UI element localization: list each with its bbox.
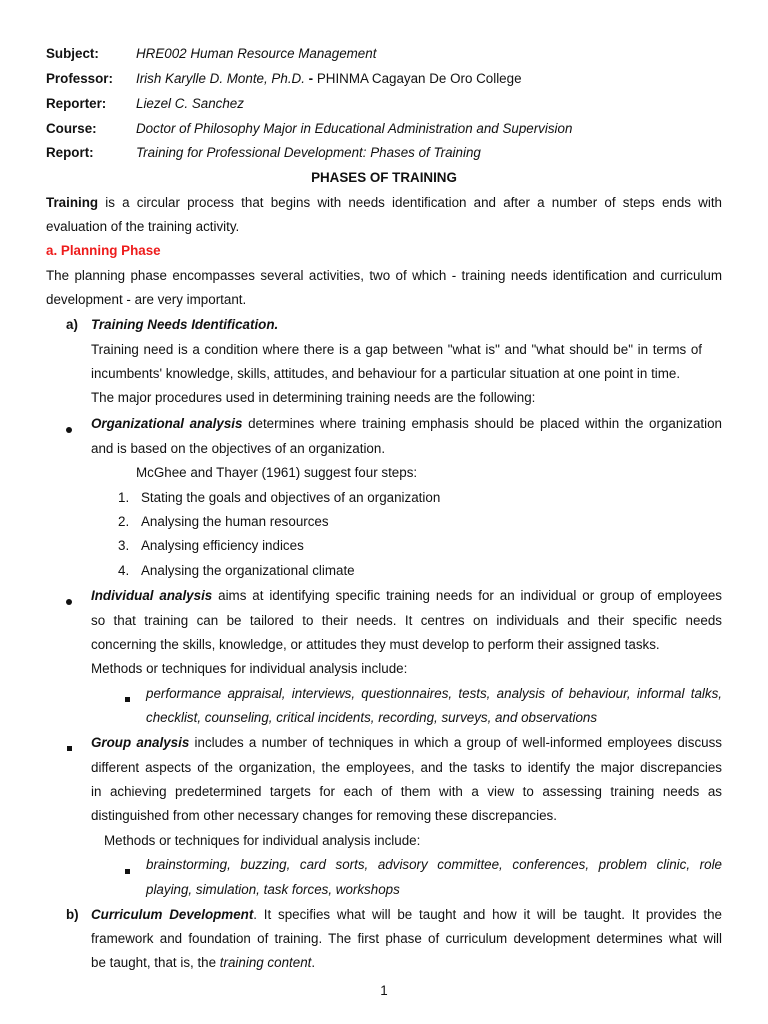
individual-line-3: concerning the skills, knowledge, or attitudes they must develop to perform their assigned tasks.: [91, 637, 660, 652]
org-step-2: Analysing the human resources: [141, 514, 329, 529]
group-methods-label: Methods or techniques for individual analysis include:: [104, 833, 421, 848]
group-term: Group analysis: [91, 735, 190, 750]
report-value: Training for Professional Development: Phases of Training: [136, 145, 481, 160]
course-value: Doctor of Philosophy Major in Educational Administration and Supervision: [136, 121, 573, 136]
org-line-1: [91, 416, 722, 432]
org-text-1: determines where training emphasis should be placed within the organization: [242, 416, 722, 431]
tni-heading: Training Needs Identification.: [91, 317, 279, 332]
tni-line-1: Training need is a condition where there is a gap between "what is" and "what should be" in terms of: [91, 342, 702, 357]
page-number: 1: [380, 983, 388, 998]
professor-school: PHINMA Cagayan De Oro College: [316, 71, 522, 86]
org-step-3: Analysing efficiency indices: [141, 538, 304, 553]
intro-line-2: evaluation of the training activity.: [46, 219, 240, 234]
group-line-2: different aspects of the organization, the employees, and the tasks to identify the major discrepancies: [91, 760, 722, 775]
curriculum-line-2: framework and foundation of training. The first phase of curriculum development determines what will: [91, 931, 722, 946]
group-line-4: distinguished from other necessary changes for removing these discrepancies.: [91, 808, 557, 823]
subject-value: HRE002 Human Resource Management: [136, 46, 377, 61]
subject-label: Subject:: [46, 46, 99, 61]
individual-methods-bullet: [125, 690, 130, 706]
curriculum-marker: b): [66, 907, 79, 922]
curriculum-text-3-end: .: [311, 955, 316, 970]
org-step-3-num: 3.: [118, 538, 130, 553]
org-step-2-num: 2.: [118, 514, 130, 529]
org-step-4-num: 4.: [118, 563, 130, 578]
curriculum-text-1: . It specifies what will be taught and how it will be taught. It provides the: [253, 907, 722, 922]
professor-separator: -: [304, 71, 317, 86]
individual-methods-line-1: performance appraisal, interviews, questionnaires, tests, analysis of behaviour, informal talks,: [146, 686, 722, 701]
group-methods-line-2: playing, simulation, task forces, workshops: [146, 882, 400, 897]
tni-marker: a): [66, 317, 78, 332]
training-content-term: training content: [219, 955, 312, 970]
curriculum-term: Curriculum Development: [91, 907, 254, 922]
individual-bullet: [66, 593, 72, 609]
professor-label: Professor:: [46, 71, 113, 86]
group-methods-line-1: brainstorming, buzzing, card sorts, advisory committee, conferences, problem clinic, role: [146, 857, 722, 872]
individual-methods-line-2: checklist, counseling, critical incidents, recording, surveys, and observations: [146, 710, 598, 725]
org-step-4: Analysing the organizational climate: [141, 563, 355, 578]
group-bullet: [67, 739, 72, 755]
curriculum-text-3: be taught, that is, the: [91, 955, 220, 970]
group-line-3: in achieving predetermined targets for each of them with a view to assessing training needs as: [91, 784, 722, 799]
tni-line-2: incumbents' knowledge, skills, attitudes, and behaviour for a particular situation at one point in time.: [91, 366, 681, 381]
org-term: Organizational analysis: [91, 416, 243, 431]
page-title: PHASES OF TRAINING: [311, 170, 457, 185]
planning-line-1: The planning phase encompasses several activities, two of which - training needs identification and curriculum: [46, 268, 722, 283]
individual-line-1: [91, 588, 722, 604]
professor-name: Irish Karylle D. Monte, Ph.D.: [136, 71, 305, 86]
reporter-value: Liezel C. Sanchez: [136, 96, 244, 111]
org-step-1-num: 1.: [118, 490, 130, 505]
tni-line-3: The major procedures used in determining training needs are the following:: [91, 390, 536, 405]
course-label: Course:: [46, 121, 97, 136]
reporter-label: Reporter:: [46, 96, 107, 111]
curriculum-line-1: [91, 907, 722, 923]
planning-line-2: development - are very important.: [46, 292, 247, 307]
individual-term: Individual analysis: [91, 588, 213, 603]
org-bullet: [66, 421, 72, 437]
group-line-1: [91, 735, 722, 751]
individual-methods-label: Methods or techniques for individual analysis include:: [91, 661, 408, 676]
report-label: Report:: [46, 145, 94, 160]
individual-line-2: so that training can be tailored to their needs. It centres on individuals and their specific needs: [91, 613, 722, 628]
intro-text-1: is a circular process that begins with needs identification and after a number of steps ends with: [98, 195, 722, 210]
intro-term: Training: [46, 195, 99, 210]
planning-heading: a. Planning Phase: [46, 243, 161, 258]
org-line-2: and is based on the objectives of an organization.: [91, 441, 386, 456]
org-step-1: Stating the goals and objectives of an organization: [141, 490, 441, 505]
group-text-1: includes a number of techniques in which a group of well-informed employees discuss: [189, 735, 722, 750]
curriculum-line-3: [91, 955, 315, 971]
individual-text-1: aims at identifying specific training needs for an individual or group of employees: [212, 588, 722, 603]
group-methods-bullet: [125, 862, 130, 878]
org-steps-intro: McGhee and Thayer (1961) suggest four steps:: [136, 465, 418, 480]
intro-line-1: [46, 195, 722, 211]
professor-value: [136, 71, 522, 87]
